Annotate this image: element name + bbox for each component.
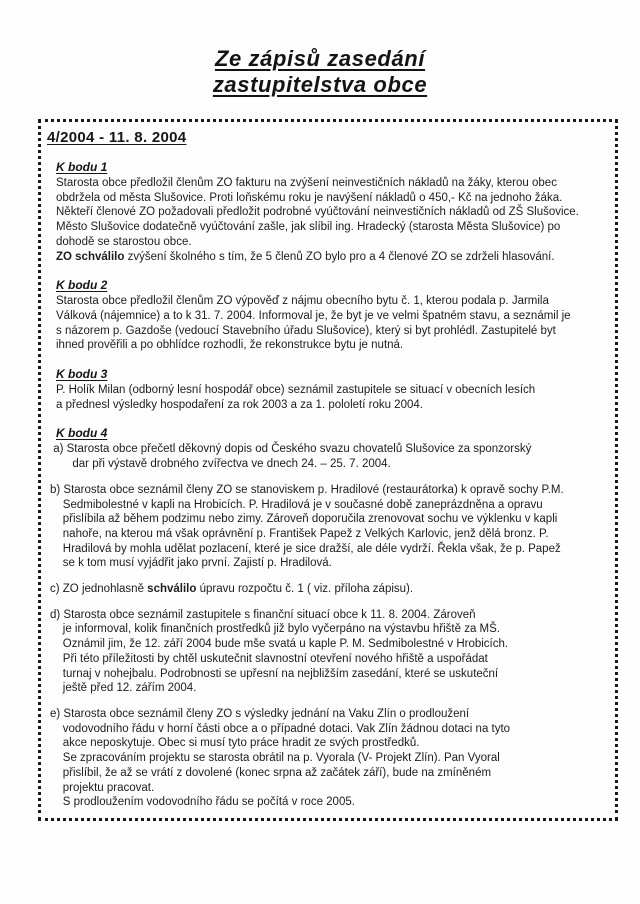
text-line bbox=[56, 191, 607, 206]
text-segment: dar při výstavě drobného zvířectva ve dnech 24. – 25. 7. 2004. bbox=[50, 458, 391, 471]
text-line bbox=[50, 542, 607, 557]
text-line bbox=[50, 527, 607, 542]
text-segment: ještě před 12. zářím 2004. bbox=[50, 682, 197, 695]
list-item-block bbox=[50, 608, 607, 696]
text-line bbox=[56, 324, 607, 339]
text-segment: a) Starosta obce přečetl děkovný dopis od Českého svazu chovatelů Slušovice za sponzorský bbox=[50, 443, 532, 456]
text-segment: úpravu rozpočtu č. 1 ( viz. příloha zápisu). bbox=[196, 583, 414, 596]
text-segment: Hradilová by mohla udělat pozlacení, které je sice dražší, ale déle vydrží. Řekla však, že p. Papež bbox=[50, 542, 561, 555]
text-line bbox=[50, 722, 607, 737]
minutes-box bbox=[38, 119, 618, 821]
text-line bbox=[50, 707, 607, 722]
text-line bbox=[50, 751, 607, 766]
text-segment: ihned prověřili a po obhlídce rozhodli, že rekonstrukce bytu je nutná. bbox=[56, 339, 404, 352]
text-segment: přislíbil, že až se vrátí z dovolené (konec srpna až začátek září), bude na zmíněném bbox=[50, 766, 492, 779]
text-segment: turnaj v nohejbalu. Podrobnosti se upřesní na nejbližším zasedání, které se uskuteční bbox=[50, 667, 499, 680]
text-segment: je informoval, kolik finančních prostředků již bylo vyčerpáno na výstavbu hřiště za MŠ. bbox=[50, 623, 500, 636]
text-segment: Starosta obce předložil členům ZO fakturu na zvýšení neinvestičních nákladů na žáky, kterou obec bbox=[56, 177, 557, 189]
text-segment: Se zpracováním projektu se starosta obrátil na p. Vyorala (V- Projekt Zlín). Pan Vyoral bbox=[50, 752, 500, 765]
text-segment: nahoře, na kterou má však oprávnění p. František Papež z Velkých Karlovic, jenž dělá bronz. P. bbox=[50, 527, 549, 540]
text-line bbox=[56, 309, 607, 324]
text-line bbox=[56, 398, 607, 413]
text-segment: se k tom musí vyjádřit jako první. Zajistí p. Hradilová. bbox=[50, 557, 332, 570]
text-line bbox=[50, 736, 607, 751]
text-line bbox=[56, 250, 607, 265]
text-segment: Sedmibolestné v kapli na Hrobicích. P. Hradilová je v současné době zaneprázdněna a opravu bbox=[50, 498, 543, 511]
meeting-number-heading: 4/2004 - 11. 8. 2004 bbox=[47, 129, 187, 146]
text-segment: a přednesl výsledky hospodaření za rok 2003 a za 1. pololetí roku 2004. bbox=[56, 398, 423, 411]
text-line bbox=[56, 338, 607, 353]
section-heading: K bodu 3 bbox=[56, 367, 108, 382]
minutes-section bbox=[56, 365, 607, 412]
document-title-line2: zastupitelstva obce bbox=[212, 72, 428, 97]
text-segment: akce neposkytuje. Obec si musí tyto práce hradit ze svých prostředků. bbox=[50, 737, 420, 750]
text-segment: vodovodního řádu v horní části obce a o případné dotaci. Vak Zlín žádnou dotaci na tyto bbox=[50, 722, 511, 735]
paragraph-block bbox=[56, 294, 607, 353]
section-heading: K bodu 1 bbox=[56, 160, 108, 174]
text-segment: Někteří členové ZO požadovali předložit podrobné vyúčtování neinvestičních nákladů od ZŠ Slušovice. bbox=[56, 206, 579, 219]
text-line bbox=[50, 622, 607, 637]
text-line bbox=[50, 457, 607, 472]
text-segment: schválilo bbox=[147, 583, 197, 596]
text-segment: ZO schválilo bbox=[56, 250, 125, 263]
text-line bbox=[50, 667, 607, 682]
text-line bbox=[50, 483, 607, 498]
text-line bbox=[50, 442, 607, 457]
text-line bbox=[50, 781, 607, 796]
text-segment: Oznámil jim, že 12. září 2004 bude mše svatá u kaple P. M. Sedmibolestné v Hrobicích. bbox=[50, 638, 509, 651]
text-line bbox=[56, 383, 607, 398]
paragraph-block bbox=[56, 176, 607, 264]
text-line bbox=[50, 608, 607, 623]
section-heading: K bodu 4 bbox=[56, 426, 108, 441]
text-line bbox=[50, 512, 607, 527]
sections-container bbox=[50, 158, 607, 810]
text-line bbox=[56, 205, 607, 220]
text-line bbox=[50, 556, 607, 571]
text-line bbox=[56, 176, 607, 191]
minutes-section bbox=[56, 158, 607, 264]
text-segment: e) Starosta obce seznámil členy ZO s výsledky jednání na Vaku Zlín o prodloužení bbox=[50, 707, 470, 720]
text-segment: d) Starosta obce seznámil zastupitele s finanční situací obce k 11. 8. 2004. Zároveň bbox=[50, 608, 476, 621]
text-segment: S prodloužením vodovodního řádu se počítá v roce 2005. bbox=[50, 796, 355, 809]
text-segment: s názorem p. Gazdoše (vedoucí Stavebního úřadu Slušovice), který si byt prohlédl. Zastupitelé byt bbox=[56, 324, 556, 337]
text-line bbox=[50, 637, 607, 652]
list-item-block bbox=[50, 707, 607, 810]
list-item-block bbox=[50, 483, 607, 571]
text-segment: Válková (nájemnice) a to k 31. 7. 2004. Informoval je, že byt je ve velmi špatném stavu, a seznámil je bbox=[56, 309, 571, 322]
text-line bbox=[50, 498, 607, 513]
text-line bbox=[50, 652, 607, 667]
text-line bbox=[56, 294, 607, 309]
text-segment: Město Slušovice dodatečně vyúčtování zašle, jak slíbil ing. Hradecký (starosta Města Slušovice) po bbox=[56, 221, 561, 234]
text-segment: obdržela od města Slušovice. Proti loňskému roku je navýšení nákladů o 450,- Kč na jednoho žáka. bbox=[56, 191, 563, 204]
text-line bbox=[50, 681, 607, 696]
text-segment: c) ZO jednohlasně bbox=[50, 583, 148, 596]
list-item-block bbox=[50, 442, 607, 471]
paragraph-block bbox=[56, 383, 607, 412]
minutes-section bbox=[56, 276, 607, 353]
text-segment: projektu pracovat. bbox=[50, 781, 155, 794]
list-item-block bbox=[50, 582, 607, 597]
section-heading: K bodu 2 bbox=[56, 278, 108, 293]
text-line bbox=[50, 582, 607, 597]
text-segment: b) Starosta obce seznámil členy ZO se stanoviskem p. Hradilové (restaurátorka) k opravě sochy P.M. bbox=[50, 483, 564, 496]
text-segment: přislíbila až během podzimu nebo zimy. Zároveň doporučila zrenovovat sochu ve výklenku v kapli bbox=[50, 513, 558, 526]
text-line bbox=[50, 795, 607, 810]
document-title-line1: Ze zápisů zasedání bbox=[214, 46, 426, 71]
text-line bbox=[56, 220, 607, 235]
text-segment: zvýšení školného s tím, že 5 členů ZO bylo pro a 4 členové ZO se zdrželi hlasování. bbox=[124, 250, 555, 263]
minutes-section bbox=[50, 424, 607, 809]
text-segment: Při této příležitosti by chtěl uskutečnit slavnostní otevření nového hřiště a uspořádat bbox=[50, 652, 488, 665]
text-line bbox=[50, 766, 607, 781]
text-segment: P. Holík Milan (odborný lesní hospodář obce) seznámil zastupitele se situací v obecních lesích bbox=[56, 384, 536, 397]
text-line bbox=[56, 235, 607, 250]
document-title bbox=[0, 0, 640, 98]
text-segment: dohodě se starostou obce. bbox=[56, 235, 192, 248]
text-segment: Starosta obce předložil členům ZO výpověď z nájmu obecního bytu č. 1, kterou podala p. Jarmila bbox=[56, 295, 549, 308]
